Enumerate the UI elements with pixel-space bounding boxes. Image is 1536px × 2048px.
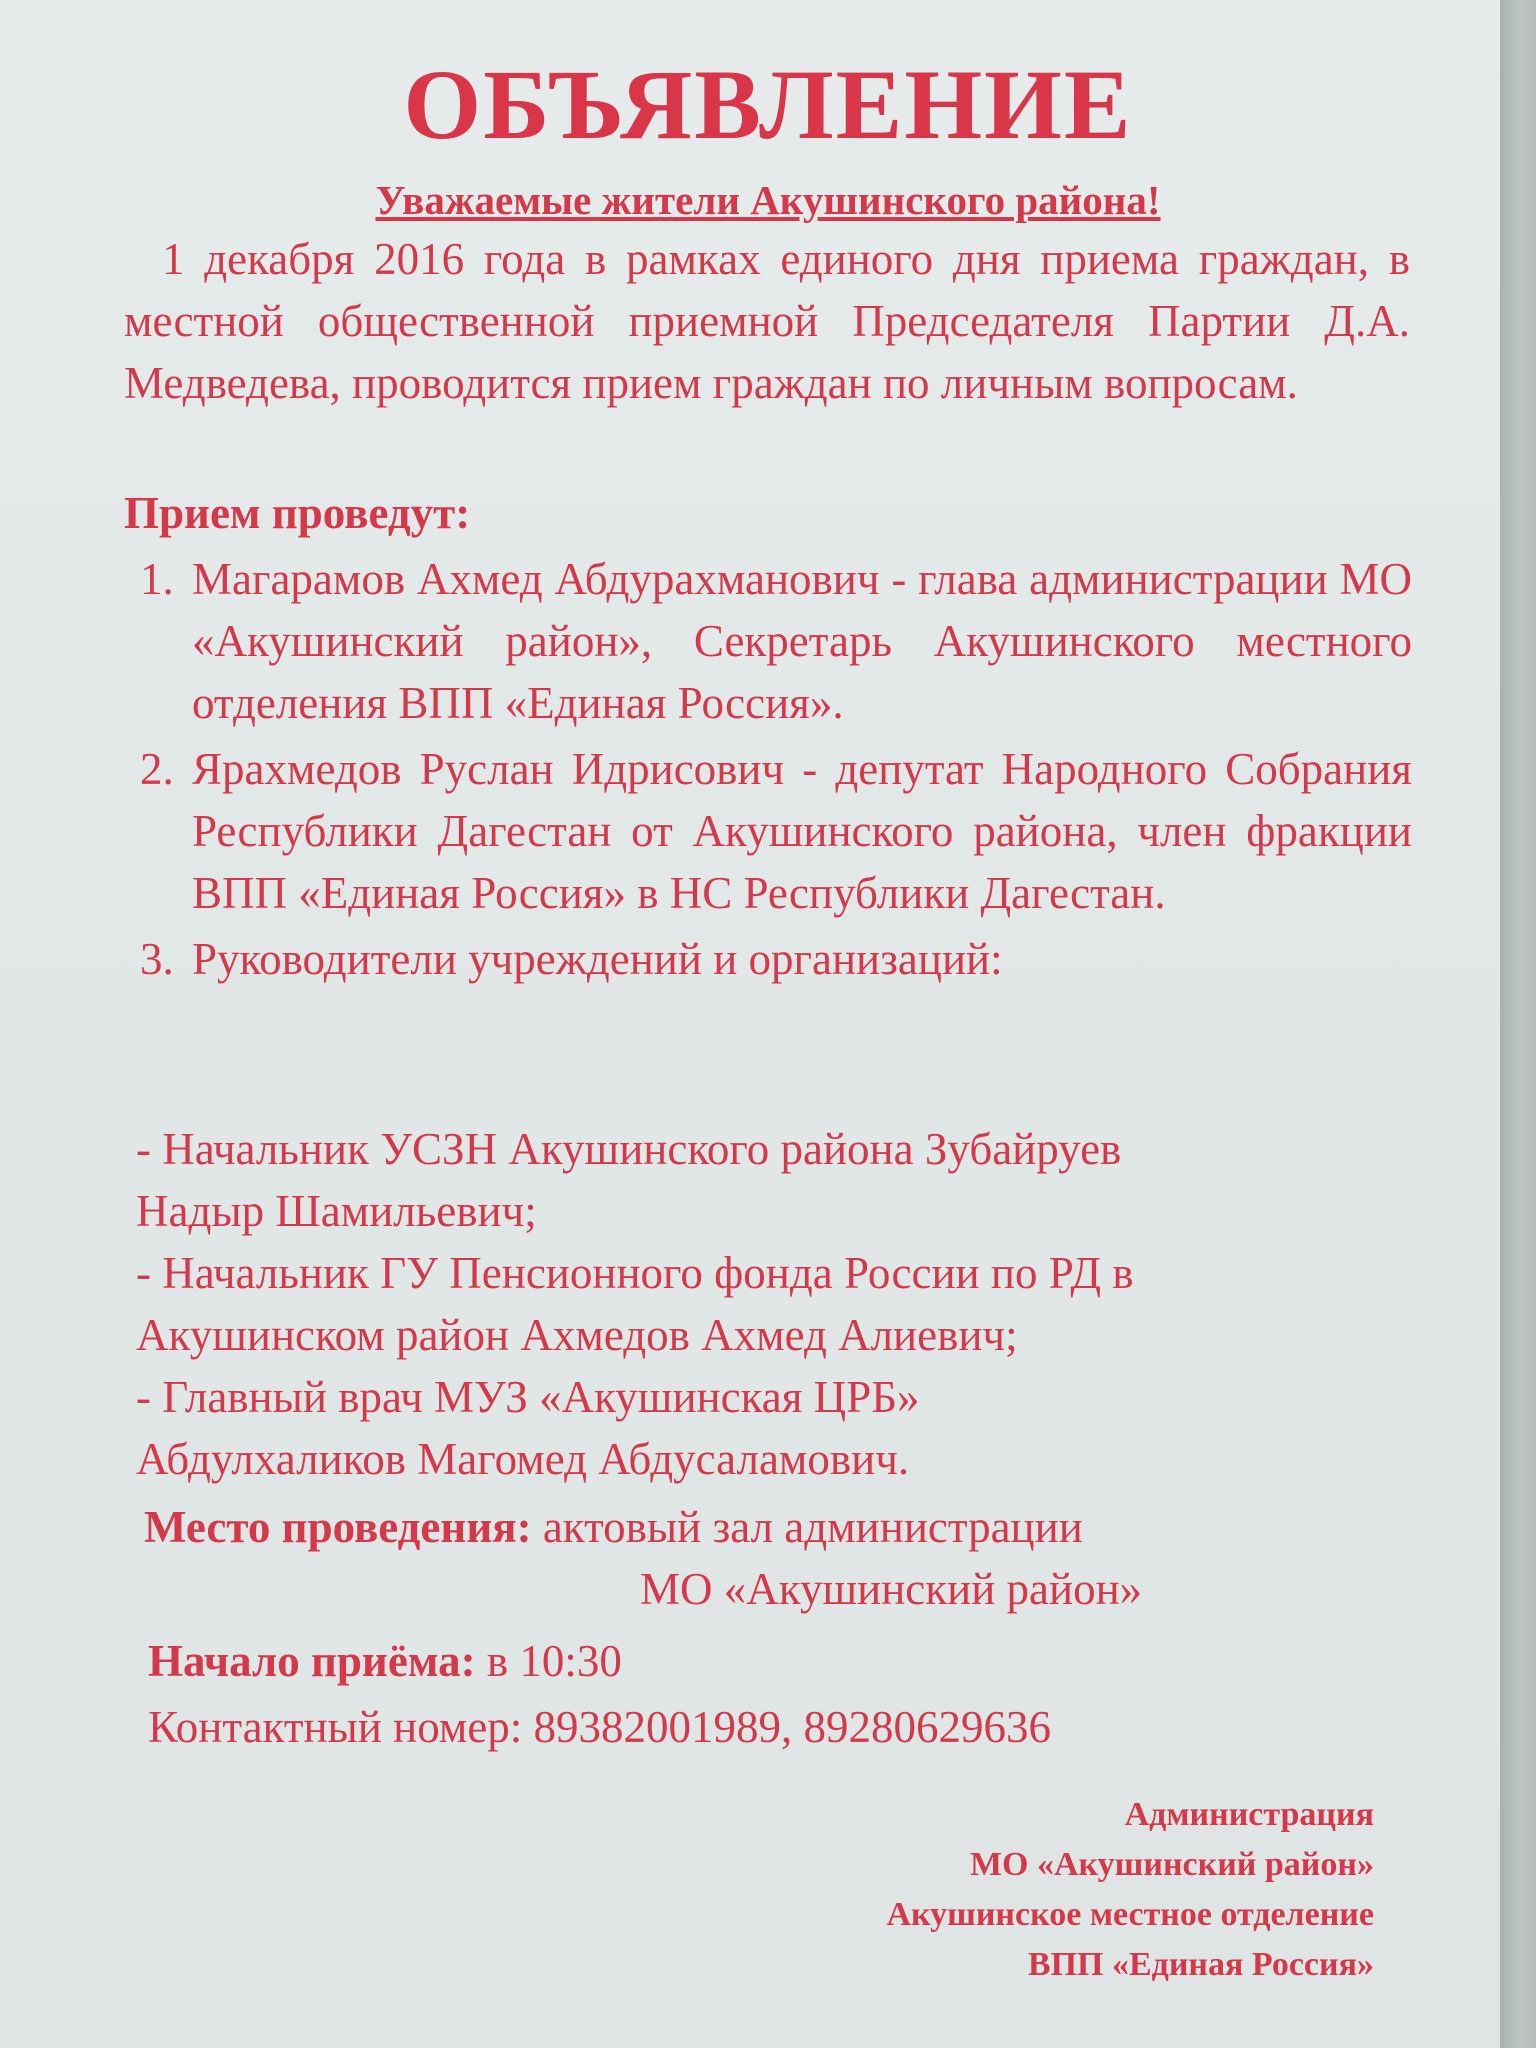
hosts-heading: Прием проведут: xyxy=(124,488,471,538)
intro-paragraph: 1 декабря 2016 года в рамках единого дня приема граждан, в местной общественной приемной Председателя Партии Д.А. Медведева, проводится прием граждан по личным вопросам. xyxy=(124,234,1410,408)
list-item-text: Магарамов Ахмед Абдурахманович - глава администрации МО «Акушинский район», Секретарь Акушинского местного отделения ВПП «Единая Россия». xyxy=(192,554,1412,728)
list-item-text: Ярахмедов Руслан Идрисович - депутат Народного Собрания Республики Дагестан от Акушинского района, член фракции ВПП «Единая Россия» в НС Республики Дагестан. xyxy=(192,744,1412,918)
signature-line: ВПП «Единая Россия» xyxy=(1027,1946,1374,1983)
list-item xyxy=(140,928,1412,990)
officials-list xyxy=(136,1118,1336,1490)
venue-label: Место проведения: xyxy=(144,1502,532,1552)
start-value: в 10:30 xyxy=(486,1636,622,1686)
venue-line1: актовый зал администрации xyxy=(542,1502,1083,1552)
list-item xyxy=(140,548,1412,734)
signature-line: Акушинское местное отделение xyxy=(886,1896,1374,1933)
start-label: Начало приёма: xyxy=(148,1636,476,1686)
official-line: - Начальник УСЗН Акушинского района Зубайруев xyxy=(136,1124,1122,1174)
list-item xyxy=(140,738,1412,924)
list-item-number: 1. xyxy=(140,554,174,604)
list-item-number: 2. xyxy=(140,744,174,794)
hosts-list xyxy=(140,548,1412,990)
signature-line: Администрация xyxy=(1124,1796,1374,1833)
official-line: Надыр Шамильевич; xyxy=(136,1186,537,1236)
contact-numbers: Контактный номер: 89382001989, 89280629636 xyxy=(148,1702,1052,1752)
notice-title: ОБЪЯВЛЕНИЕ xyxy=(403,49,1133,160)
list-item-number: 3. xyxy=(140,934,174,984)
venue-line2: МО «Акушинский район» xyxy=(640,1564,1143,1614)
list-item-text: Руководители учреждений и организаций: xyxy=(192,934,1003,984)
official-line: - Главный врач МУЗ «Акушинская ЦРБ» xyxy=(136,1372,920,1422)
notice-subtitle: Уважаемые жители Акушинского района! xyxy=(375,177,1161,223)
venue xyxy=(144,1496,1344,1620)
signature-block xyxy=(886,1790,1374,1990)
start-time xyxy=(148,1630,622,1692)
official-line: Абдулхаликов Магомед Абдусаламович. xyxy=(136,1434,910,1484)
official-line: - Начальник ГУ Пенсионного фонда России по РД в xyxy=(136,1248,1134,1298)
official-line: Акушинском район Ахмедов Ахмед Алиевич; xyxy=(136,1310,1018,1360)
signature-line: МО «Акушинский район» xyxy=(969,1846,1374,1883)
background-surface xyxy=(1500,0,1536,2048)
